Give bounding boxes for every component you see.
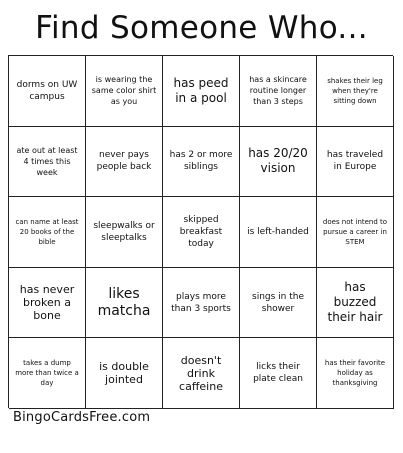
bingo-cell-text: has traveled in Europe	[326, 150, 384, 173]
bingo-cell-text: sings in the shower	[252, 291, 304, 314]
bingo-cell-text: has their favorite holiday as thanksgiving	[324, 359, 386, 388]
bingo-cell-text: never pays people back	[96, 150, 152, 173]
bingo-cell[interactable]	[86, 338, 163, 409]
bingo-cell-text: is double jointed	[99, 360, 149, 387]
site-credit: BingoCardsFree.com	[13, 410, 151, 425]
bingo-cell-text: has peed in a pool	[173, 75, 229, 105]
bingo-cell-text: sleepwalks or sleeptalks	[93, 220, 155, 243]
bingo-cell[interactable]	[9, 268, 86, 339]
bingo-cell[interactable]	[163, 56, 240, 127]
bingo-cell[interactable]	[317, 56, 394, 127]
bingo-cell-text: licks their plate clean	[253, 362, 303, 385]
card-title: Find Someone Who...	[35, 10, 368, 46]
bingo-cell[interactable]	[163, 197, 240, 268]
bingo-cell[interactable]	[240, 338, 317, 409]
bingo-cell[interactable]	[9, 56, 86, 127]
bingo-cell[interactable]	[163, 127, 240, 198]
bingo-cell[interactable]	[317, 197, 394, 268]
bingo-cell[interactable]	[9, 127, 86, 198]
bingo-cell-text: doesn't drink caffeine	[179, 353, 223, 393]
bingo-cell-text: has buzzed their hair	[327, 280, 383, 325]
bingo-cell-text: plays more than 3 sports	[171, 291, 231, 314]
bingo-board	[8, 55, 393, 408]
bingo-cell-text: is left-handed	[247, 226, 309, 237]
bingo-cell-text: has a skincare routine longer than 3 steps	[249, 75, 307, 107]
bingo-cell-text: has 20/20 vision	[248, 146, 308, 176]
bingo-cell[interactable]	[86, 56, 163, 127]
bingo-cell-text: dorms on UW campus	[16, 79, 78, 102]
bingo-cell[interactable]	[9, 197, 86, 268]
bingo-cell[interactable]	[163, 338, 240, 409]
bingo-cell-text: likes matcha	[97, 285, 151, 319]
bingo-cell[interactable]	[86, 268, 163, 339]
bingo-cell-text: skipped breakfast today	[179, 214, 223, 249]
bingo-cell[interactable]	[317, 268, 394, 339]
bingo-cell-text: has never broken a bone	[19, 283, 75, 323]
bingo-cell-text: has 2 or more siblings	[169, 150, 233, 173]
bingo-cell[interactable]	[163, 268, 240, 339]
bingo-cell[interactable]	[86, 127, 163, 198]
bingo-cell-text: is wearing the same color shirt as you	[91, 75, 157, 107]
bingo-cell-text: ate out at least 4 times this week	[16, 145, 78, 177]
bingo-cell[interactable]	[240, 268, 317, 339]
bingo-cell-text: takes a dump more than twice a day	[15, 359, 79, 388]
bingo-cell-text: does not intend to pursue a career in STEM	[322, 217, 388, 246]
bingo-cell[interactable]	[240, 197, 317, 268]
bingo-cell[interactable]	[317, 338, 394, 409]
bingo-cell-text: shakes their leg when they're sitting down	[327, 76, 383, 105]
bingo-cell-text: can name at least 20 books of the bible	[15, 217, 79, 246]
bingo-cell[interactable]	[317, 127, 394, 198]
bingo-cell[interactable]	[86, 197, 163, 268]
bingo-cell[interactable]	[9, 338, 86, 409]
bingo-cell[interactable]	[240, 56, 317, 127]
bingo-cell[interactable]	[240, 127, 317, 198]
